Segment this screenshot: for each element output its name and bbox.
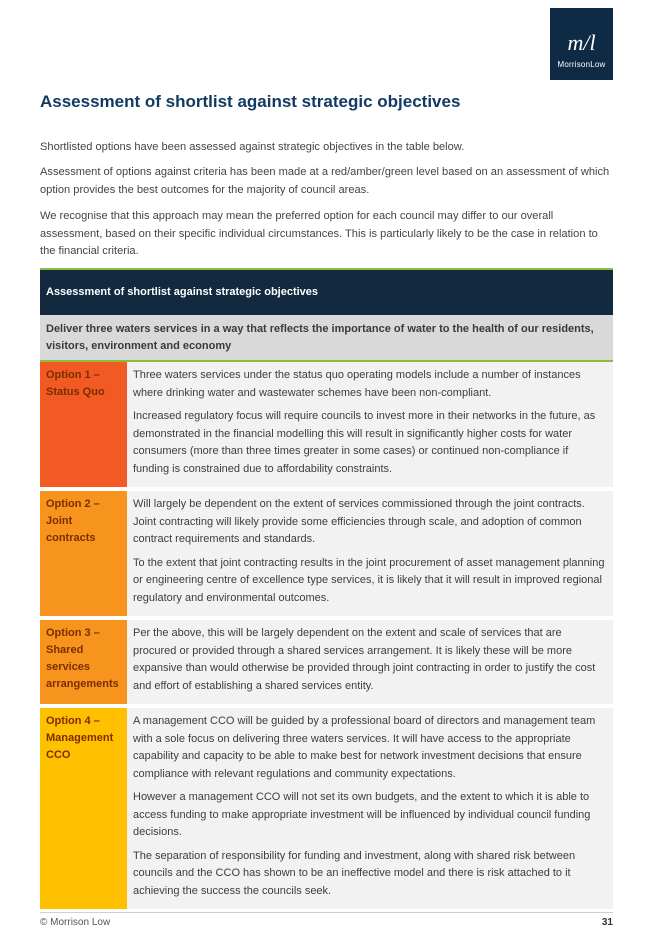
- option-description: [127, 708, 613, 909]
- option-label: Option 1 – Status Quo: [40, 362, 127, 487]
- description-paragraph: Three waters services under the status quo operating models include a number of instances where drinking water and wastewater schemes have been non-compliant.: [133, 369, 581, 399]
- intro-paragraph-2: Assessment of options against criteria has been made at a red/amber/green level based on an assessment of which option provides the best outcomes for the majority of council areas.: [40, 166, 610, 196]
- page-title: Assessment of shortlist against strategic objectives: [40, 92, 461, 111]
- page-number: 31: [601, 917, 613, 928]
- footer-divider: [40, 912, 613, 913]
- option-description: [127, 620, 613, 704]
- table-subheader: Deliver three waters services in a way that reflects the importance of water to the health of our residents, visitors, environment and economy: [40, 315, 613, 362]
- description-paragraph: Increased regulatory focus will require councils to invest more in their networks in the future, as demonstrated in the financial modelling this will result in significantly higher costs for water consumers (more than three times greater in some cases) or continued non-compliance if funding is constrained due to affordability constraints.: [133, 410, 596, 475]
- option-label: Option 4 – Management CCO: [40, 708, 127, 909]
- description-paragraph: The separation of responsibility for funding and investment, along with shared risk between councils and the CCO has shown to be an ineffective model and there is risk attached to it achieving the success the councils seek.: [133, 849, 576, 897]
- option-label: Option 3 – Shared services arrangements: [40, 620, 127, 704]
- option-description: [127, 362, 613, 487]
- intro-paragraph-3: We recognise that this approach may mean the preferred option for each council may differ to our overall assessment, based on their specific individual circumstances. This is particularly likely to be the case in relation to the financial criteria.: [40, 210, 598, 257]
- assessment-table: [40, 268, 613, 913]
- table-row-option-2: [40, 491, 613, 620]
- table-row-option-4: [40, 708, 613, 913]
- description-paragraph: Will largely be dependent on the extent of services commissioned through the joint contracts. Joint contracting will likely provide some efficiencies through scale, and adoption of common contract requirements and standards.: [133, 498, 585, 545]
- option-description: [127, 491, 613, 616]
- footer-copyright: © Morrison Low: [40, 917, 111, 928]
- description-paragraph: A management CCO will be guided by a professional board of directors and management team with a sole focus on delivering three waters services. It will have access to the appropriate capability and capacity to be able to make best for network investment decisions that ensure compliance with relevant regulations and community expectations.: [133, 715, 596, 780]
- description-paragraph: To the extent that joint contracting results in the joint procurement of asset management planning or engineering centre of excellence type services, it is likely that it will result in improved regional regulatory and environmental outcomes.: [133, 556, 605, 604]
- morrison-low-logo: [550, 8, 613, 80]
- logo-mark: m/l: [567, 30, 596, 55]
- description-paragraph: However a management CCO will not set its own budgets, and the extent to which it is able to access funding to make appropriate investment will be influenced by individual council funding decisions.: [133, 791, 591, 838]
- table-header: Assessment of shortlist against strategic objectives: [40, 268, 613, 315]
- option-label: Option 2 – Joint contracts: [40, 491, 127, 616]
- table-row-option-3: [40, 620, 613, 708]
- intro-paragraph-1: Shortlisted options have been assessed against strategic objectives in the table below.: [40, 141, 465, 153]
- logo-wordmark: MorrisonLow: [557, 60, 606, 69]
- table-row-option-1: [40, 362, 613, 491]
- description-paragraph: Per the above, this will be largely dependent on the extent and scale of services that are procured or provided through a shared services arrangement. It is likely these will be more expansive than would otherwise be provided through joint contracting in order to justify the cost and effort of establishing a shared services entity.: [133, 627, 596, 692]
